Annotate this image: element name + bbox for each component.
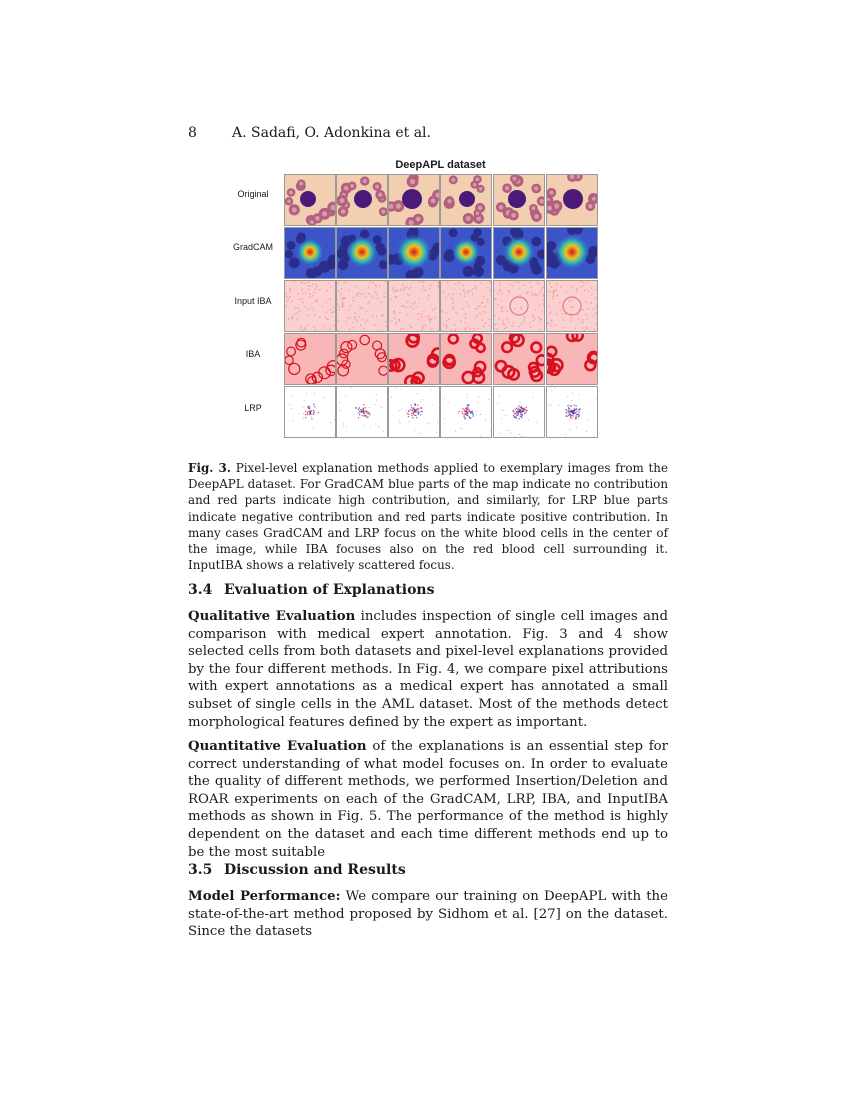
section-number: 3.4 (188, 582, 213, 598)
figure-cell-original (284, 174, 336, 226)
figure-cell-original (546, 174, 598, 226)
quantitative-heading: Quantitative Evaluation (188, 739, 367, 754)
quantitative-text: of the explanations is an essential step for correct understanding of what model focuses on. In order to evaluate the quality of different methods, we performed Insertion/Deletion and ROAR experiments on each of the GradCAM, LRP, IBA, and InputIBA methods as shown in Fig. 5. The performance of the method is highly dependent on the dataset and each time different methods end up to be the most suitable (188, 739, 668, 860)
figure-cell-iba (336, 333, 388, 385)
figure-cell-input-iba (493, 280, 545, 332)
figure-cell-input-iba (284, 280, 336, 332)
figure-cell-iba (546, 333, 598, 385)
paragraph-quantitative (188, 738, 668, 861)
figure-cell-original (388, 174, 440, 226)
section-title: Evaluation of Explanations (224, 582, 435, 598)
figure-cell-original (493, 174, 545, 226)
row-label-original: Original (237, 189, 269, 199)
figure-cell-lrp (284, 386, 336, 438)
figure-cell-input-iba (440, 280, 492, 332)
section-number: 3.5 (188, 862, 213, 878)
figure-cell-gradcam (546, 227, 598, 279)
figure-cell-lrp (336, 386, 388, 438)
qualitative-text: includes inspection of single cell images and comparison with medical expert annotation. Fig. 3 and 4 show selected cells from both datasets and pixel-level explanations provided by the four different methods. In Fig. 4, we compare pixel attributions with expert annotations as a medical expert has annotated a small subset of single cells in the AML dataset. Most of the methods detect morphological features defined by the expert as important. (188, 609, 668, 730)
figure-cell-lrp (546, 386, 598, 438)
figure-cell-gradcam (284, 227, 336, 279)
figure-cell-gradcam (336, 227, 388, 279)
figure-cell-iba (493, 333, 545, 385)
section-heading-3-5 (188, 862, 406, 878)
page-number: 8 (188, 125, 197, 141)
figure-cell-input-iba (388, 280, 440, 332)
figure-caption (188, 460, 668, 573)
row-label-lrp: LRP (244, 403, 262, 413)
section-title: Discussion and Results (224, 862, 406, 878)
figure-cell-input-iba (546, 280, 598, 332)
row-label-input-iba: Input IBA (234, 296, 272, 306)
running-authors: A. Sadafi, O. Adonkina et al. (232, 125, 431, 141)
running-header (188, 125, 431, 141)
figure-cell-lrp (388, 386, 440, 438)
paragraph-model-performance (188, 888, 668, 941)
figure-cell-lrp (440, 386, 492, 438)
model-performance-text: We compare our training on DeepAPL with the state-of-the-art method proposed by Sidhom et al. [27] on the dataset. Since the datasets (188, 889, 668, 940)
qualitative-heading: Qualitative Evaluation (188, 609, 356, 624)
figure-cell-iba (388, 333, 440, 385)
figure-cell-original (336, 174, 388, 226)
figure-cell-iba (284, 333, 336, 385)
section-heading-3-4 (188, 582, 435, 598)
row-label-gradcam: GradCAM (232, 242, 273, 252)
figure-cell-original (440, 174, 492, 226)
caption-text: Pixel-level explanation methods applied to exemplary images from the DeepAPL dataset. For GradCAM blue parts of the map indicate no contribution and red parts indicate high contribution, and similarly, for LRP blue parts indicate negative contribution and red parts indicate positive contribution. In many cases GradCAM and LRP focus on the white blood cells in the center of the image, while IBA focuses also on the red blood cell surrounding it. InputIBA shows a relatively scattered focus. (188, 461, 668, 573)
figure-cell-gradcam (493, 227, 545, 279)
figure-title: DeepAPL dataset (395, 159, 486, 171)
figure-cell-input-iba (336, 280, 388, 332)
model-performance-heading: Model Performance: (188, 889, 341, 904)
row-label-iba: IBA (245, 349, 261, 359)
figure-cell-gradcam (388, 227, 440, 279)
caption-label: Fig. 3. (188, 461, 231, 475)
figure-cell-iba (440, 333, 492, 385)
paragraph-qualitative (188, 608, 668, 731)
figure-cell-gradcam (440, 227, 492, 279)
figure-cell-lrp (493, 386, 545, 438)
